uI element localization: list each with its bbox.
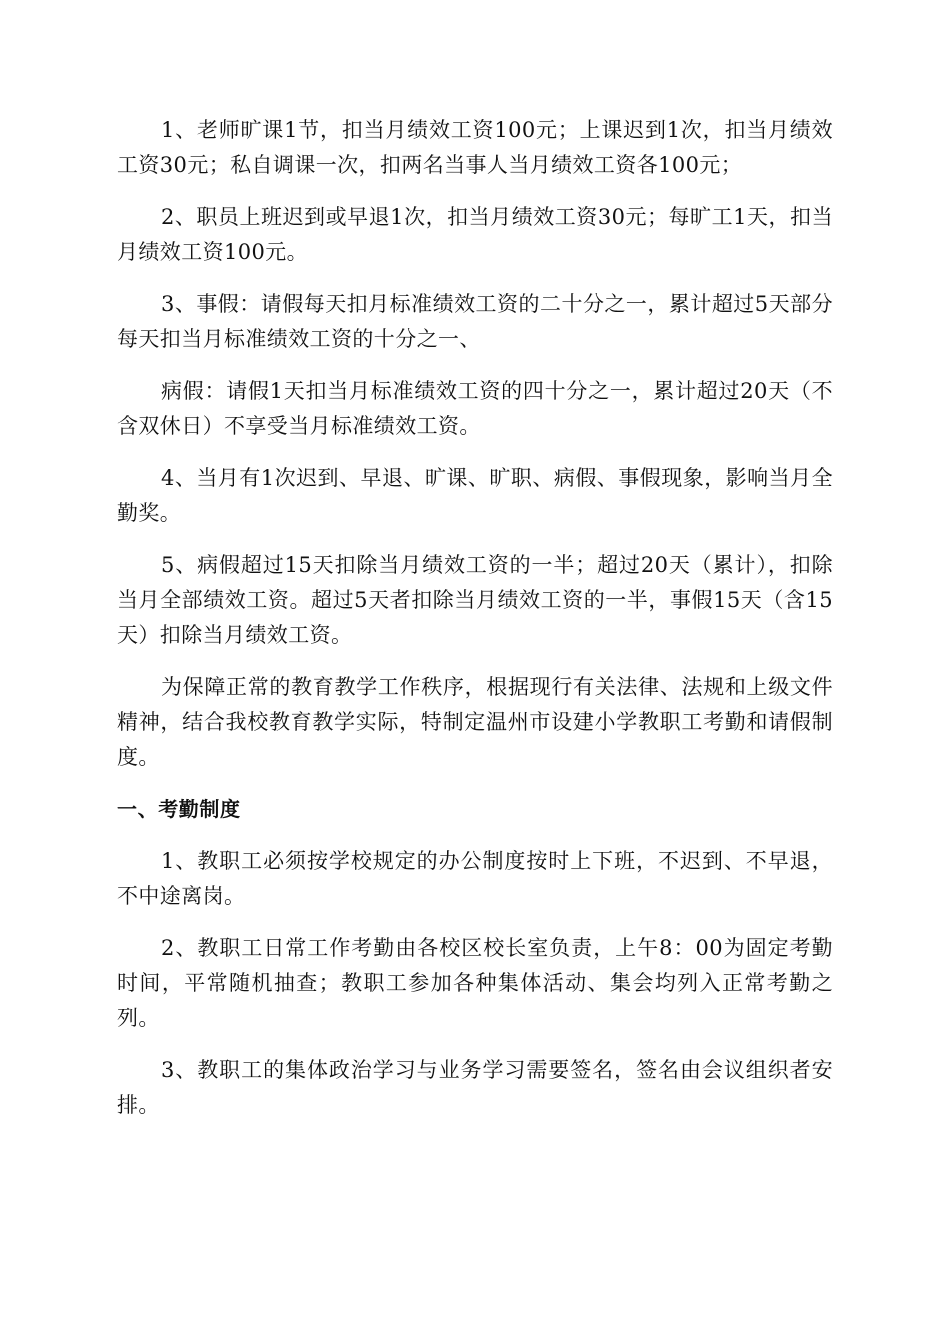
paragraph-rule-2: 2、职员上班迟到或早退1次，扣当月绩效工资30元；每旷工1天，扣当月绩效工资100元。 bbox=[117, 205, 833, 264]
paragraph-attendance-2: 2、教职工日常工作考勤由各校区校长室负责，上午8：00为固定考勤时间，平常随机抽查；教职工参加各种集体活动、集会均列入正常考勤之列。 bbox=[117, 936, 833, 1030]
paragraph-preamble: 为保障正常的教育教学工作秩序，根据现行有关法律、法规和上级文件精神，结合我校教育教学实际，特制定温州市设建小学教职工考勤和请假制度。 bbox=[117, 675, 833, 769]
paragraph-rule-1: 1、老师旷课1节，扣当月绩效工资100元；上课迟到1次，扣当月绩效工资30元；私自调课一次，扣两名当事人当月绩效工资各100元； bbox=[117, 118, 833, 177]
paragraph-attendance-1: 1、教职工必须按学校规定的办公制度按时上下班，不迟到、不早退，不中途离岗。 bbox=[117, 849, 833, 908]
paragraph-attendance-3: 3、教职工的集体政治学习与业务学习需要签名，签名由会议组织者安排。 bbox=[117, 1058, 833, 1117]
section-heading-attendance: 一、考勤制度 bbox=[117, 797, 241, 821]
paragraph-rule-3-personal-leave: 3、事假：请假每天扣月标准绩效工资的二十分之一，累计超过5天部分每天扣当月标准绩效工资的十分之一、 bbox=[117, 292, 833, 351]
document-body bbox=[117, 113, 833, 1140]
paragraph-rule-5: 5、病假超过15天扣除当月绩效工资的一半；超过20天（累计），扣除当月全部绩效工资。超过5天者扣除当月绩效工资的一半，事假15天（含15天）扣除当月绩效工资。 bbox=[117, 553, 833, 647]
paragraph-sick-leave: 病假：请假1天扣当月标准绩效工资的四十分之一，累计超过20天（不含双休日）不享受当月标准绩效工资。 bbox=[117, 379, 833, 438]
paragraph-rule-4: 4、当月有1次迟到、早退、旷课、旷职、病假、事假现象，影响当月全勤奖。 bbox=[117, 466, 833, 525]
